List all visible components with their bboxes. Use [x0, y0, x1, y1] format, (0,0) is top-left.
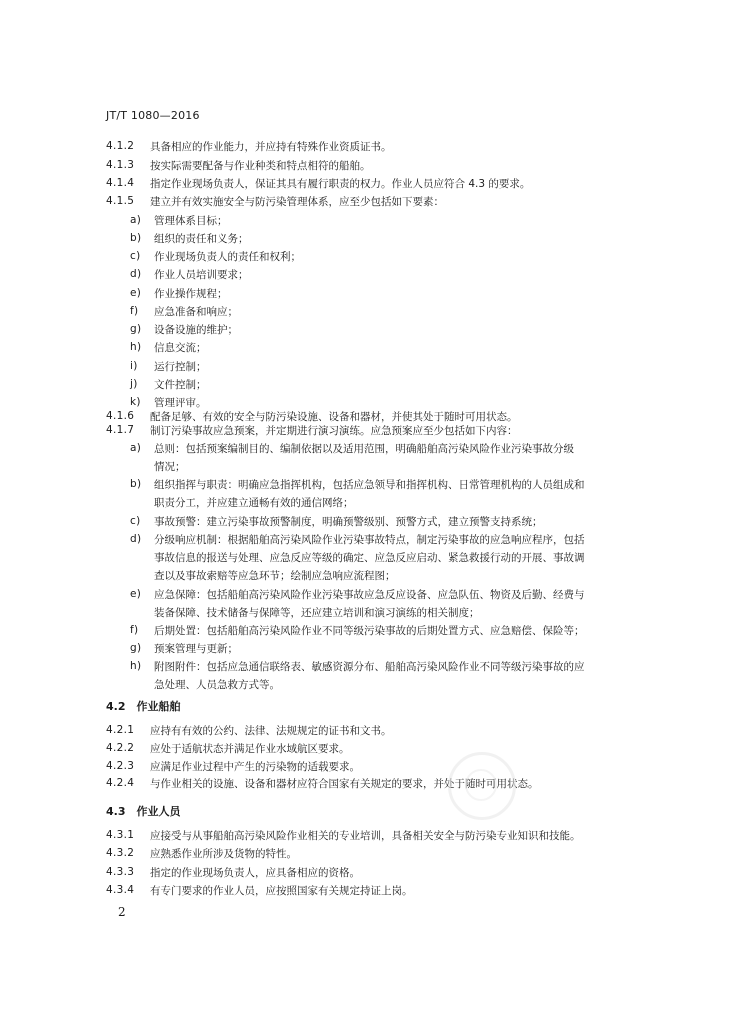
- list-item-marker: b): [130, 478, 142, 490]
- watermark-seal: [448, 752, 516, 820]
- clause-text: 作业人员培训要求；: [154, 269, 249, 281]
- clause-text: 分级响应机制：根据船舶高污染风险作业污染事故特点，制定污染事故的应急响应程序，包括: [154, 534, 585, 546]
- list-item-marker: d): [130, 533, 142, 545]
- clause-number: 4.3.2: [106, 847, 135, 859]
- clause-text: 管理体系目标；: [154, 215, 228, 227]
- clause-text: 应处于适航状态并满足作业水域航区要求。: [150, 743, 350, 755]
- clause-number: 4.1.7: [106, 424, 135, 436]
- clause-text: 应接受与从事船舶高污染风险作业相关的专业培训，具备相关安全与防污染专业知识和技能。: [150, 830, 581, 842]
- clause-text: 应满足作业过程中产生的污染物的适载要求。: [150, 761, 360, 773]
- clause-text: 具备相应的作业能力，并应持有特殊作业资质证书。: [150, 141, 392, 153]
- clause-text: 作业现场负责人的责任和权利；: [154, 251, 301, 263]
- clause-text: 组织指挥与职责：明确应急指挥机构，包括应急领导和指挥机构、日常管理机构的人员组成和: [154, 479, 585, 491]
- clause-number: 4.1.6: [106, 410, 135, 422]
- clause-number: 4.2.4: [106, 777, 135, 789]
- list-item-marker: d): [130, 268, 142, 280]
- list-item-marker: a): [130, 214, 142, 226]
- clause-text: 事故预警：建立污染事故预警制度，明确预警级别、预警方式，建立预警支持系统；: [154, 516, 543, 528]
- clause-text: 作业操作规程；: [154, 288, 228, 300]
- clause-text: 与作业相关的设施、设备和器材应符合国家有关规定的要求，并处于随时可用状态。: [150, 778, 539, 790]
- clause-text: 设备设施的维护；: [154, 324, 238, 336]
- clause-text: 指定作业现场负责人，保证其具有履行职责的权力。作业人员应符合 4.3 的要求。: [150, 178, 531, 190]
- list-item-marker: c): [130, 515, 141, 527]
- clause-text-continuation: 急处理、人员急救方式等。: [154, 679, 280, 691]
- page-number: 2: [118, 905, 126, 919]
- clause-text-continuation: 职责分工，并应建立通畅有效的通信网络；: [154, 497, 354, 509]
- clause-number: 4.3.4: [106, 884, 135, 896]
- clause-text: 应急保障：包括船舶高污染风险作业污染事故应急反应设备、应急队伍、物资及后勤、经费与: [154, 589, 585, 601]
- clause-text-continuation: 查以及事故索赔等应急环节；绘制应急响应流程图；: [154, 570, 396, 582]
- list-item-marker: e): [130, 588, 142, 600]
- standard-number-header: JT/T 1080—2016: [106, 109, 200, 122]
- clause-number: 4.3.3: [106, 866, 135, 878]
- clause-text: 附图附件：包括应急通信联络表、敏感资源分布、船舶高污染风险作业不同等级污染事故的应: [154, 661, 585, 673]
- clause-text-continuation: 情况；: [154, 461, 186, 473]
- clause-text: 应熟悉作业所涉及货物的特性。: [150, 848, 297, 860]
- list-item-marker: i): [130, 360, 138, 372]
- list-item-marker: c): [130, 250, 141, 262]
- clause-text: 管理评审。: [154, 397, 207, 409]
- list-item-marker: j): [130, 378, 138, 390]
- list-item-marker: f): [130, 305, 139, 317]
- clause-number: 4.2.1: [106, 724, 135, 736]
- list-item-marker: h): [130, 660, 142, 672]
- list-item-marker: a): [130, 442, 142, 454]
- clause-text: 文件控制；: [154, 379, 207, 391]
- clause-text-continuation: 事故信息的报送与处理、应急反应等级的确定、应急反应启动、紧急救援行动的开展、事故调: [154, 552, 585, 564]
- clause-number: 4.2.2: [106, 742, 135, 754]
- list-item-marker: g): [130, 642, 142, 654]
- clause-text: 建立并有效实施安全与防污染管理体系，应至少包括如下要素：: [150, 196, 444, 208]
- clause-text: 有专门要求的作业人员，应按照国家有关规定持证上岗。: [150, 885, 413, 897]
- clause-text: 应持有有效的公约、法律、法规规定的证书和文书。: [150, 725, 392, 737]
- section-heading: 4.3 作业人员: [106, 805, 181, 818]
- clause-text: 后期处置：包括船舶高污染风险作业不同等级污染事故的后期处置方式、应急赔偿、保险等；: [154, 625, 585, 637]
- clause-text: 应急准备和响应；: [154, 306, 238, 318]
- clause-number: 4.1.5: [106, 195, 135, 207]
- clause-text: 制订污染事故应急预案，并定期进行演习演练。应急预案应至少包括如下内容：: [150, 425, 518, 437]
- clause-text: 信息交流；: [154, 342, 207, 354]
- clause-text-continuation: 装备保障、技术储备与保障等，还应建立培训和演习演练的相关制度；: [154, 607, 480, 619]
- clause-number: 4.1.4: [106, 177, 135, 189]
- clause-text: 预案管理与更新；: [154, 643, 238, 655]
- list-item-marker: f): [130, 624, 139, 636]
- list-item-marker: k): [130, 396, 141, 408]
- clause-text: 总则：包括预案编制目的、编制依据以及适用范围，明确船舶高污染风险作业污染事故分级: [154, 443, 574, 455]
- list-item-marker: h): [130, 341, 142, 353]
- clause-text: 组织的责任和义务；: [154, 233, 249, 245]
- clause-number: 4.1.3: [106, 159, 135, 171]
- list-item-marker: b): [130, 232, 142, 244]
- clause-number: 4.1.2: [106, 140, 135, 152]
- clause-number: 4.3.1: [106, 829, 135, 841]
- section-heading: 4.2 作业船舶: [106, 700, 181, 713]
- list-item-marker: e): [130, 287, 142, 299]
- clause-text: 按实际需要配备与作业种类和特点相符的船舶。: [150, 160, 371, 172]
- list-item-marker: g): [130, 323, 142, 335]
- clause-number: 4.2.3: [106, 760, 135, 772]
- clause-text: 配备足够、有效的安全与防污染设施、设备和器材，并使其处于随时可用状态。: [150, 411, 518, 423]
- clause-text: 运行控制；: [154, 361, 207, 373]
- clause-text: 指定的作业现场负责人，应具备相应的资格。: [150, 867, 360, 879]
